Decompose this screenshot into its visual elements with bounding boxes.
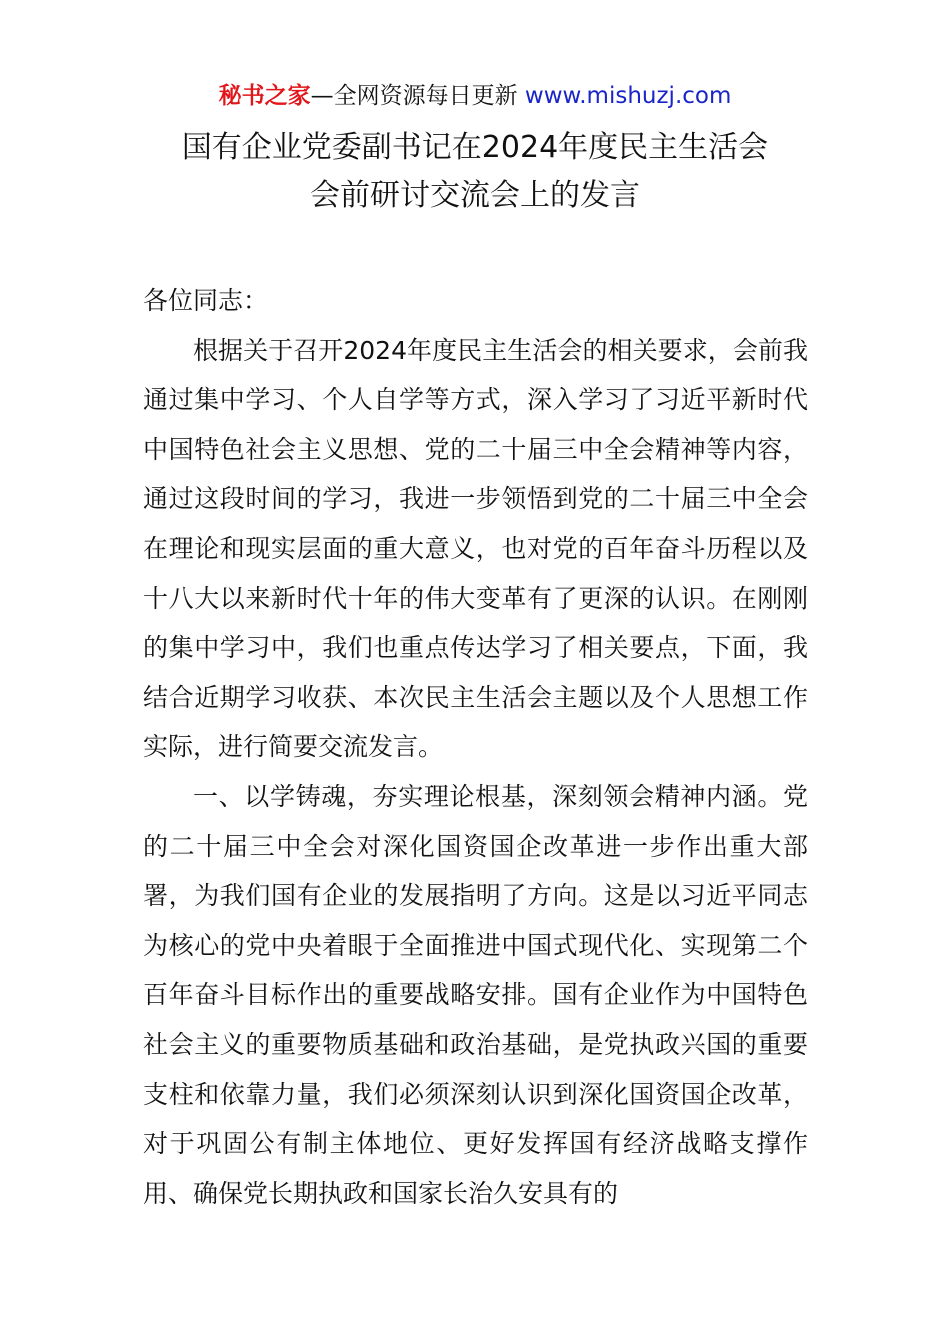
salutation: 各位同志： xyxy=(143,286,269,315)
document-title-line-1: 国有企业党委副书记在2024年度民主生活会 xyxy=(181,130,769,165)
site-header xyxy=(0,80,950,112)
brand-name: 秘书之家 xyxy=(218,83,311,109)
document-body xyxy=(143,276,808,1218)
site-url-link[interactable]: www.mishuzj.com xyxy=(524,83,732,109)
paragraph-intro: 根据关于召开2024年度民主生活会的相关要求，会前我通过集中学习、个人自学等方式，深入学习了习近平新时代中国特色社会主义思想、党的二十届三中全会精神等内容，通过这段时间的学习，我进一步领悟到党的二十届三中全会在理论和现实层面的重大意义，也对党的百年奋斗历程以及十八大以来新时代十年的伟大变革有了更深的认识。在刚刚的集中学习中，我们也重点传达学习了相关要点，下面，我结合近期学习收获、本次民主生活会主题以及个人思想工作实际，进行简要交流发言。 xyxy=(143,335,808,762)
paragraph-section-one: 一、以学铸魂，夯实理论根基，深刻领会精神内涵。党的二十届三中全会对深化国资国企改革进一步作出重大部署，为我们国有企业的发展指明了方向。这是以习近平同志为核心的党中央着眼于全面推进中国式现代化、实现第二个百年奋斗目标作出的重要战略安排。国有企业作为中国特色社会主义的重要物质基础和政治基础，是党执政兴国的重要支柱和依靠力量，我们必须深刻认识到深化国资国企改革，对于巩固公有制主体地位、更好发挥国有经济战略支撑作用、确保党长期执政和国家长治久安具有的 xyxy=(143,781,808,1208)
header-tagline: —全网资源每日更新 xyxy=(310,83,518,109)
document-title-line-2: 会前研讨交流会上的发言 xyxy=(310,178,640,213)
